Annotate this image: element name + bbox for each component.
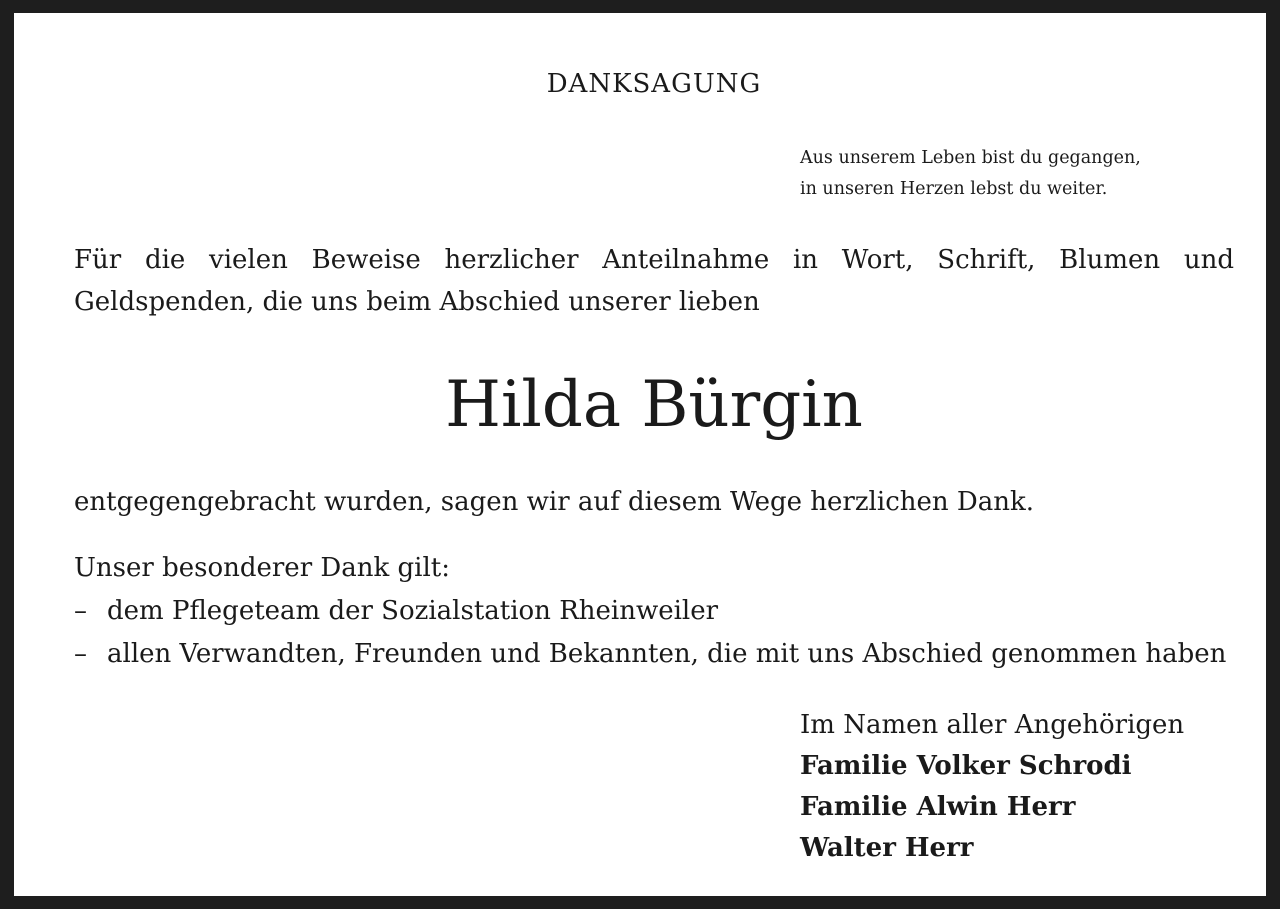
intro-line: Für die vielen Beweise herzlicher Anteilnahme in Wort, Schrift, Blumen und — [74, 245, 1234, 275]
list-item-text: allen Verwandten, Freunden und Bekannten, die mit uns Abschied genommen haben — [107, 639, 1227, 669]
signature-intro: Im Namen aller Angehörigen — [800, 710, 1185, 740]
list-item-text: dem Pflegeteam der Sozialstation Rheinweiler — [107, 596, 719, 626]
quote-line: in unseren Herzen lebst du weiter. — [800, 179, 1108, 199]
intro-paragraph — [74, 239, 1234, 323]
memorial-quote — [800, 143, 1141, 205]
dash-bullet: – — [74, 639, 87, 669]
list-item — [74, 633, 1226, 676]
family-name: Walter Herr — [800, 833, 974, 863]
deceased-name: Hilda Bürgin — [445, 368, 863, 442]
thanks-paragraph: entgegengebracht wurden, sagen wir auf diesem Wege herzlichen Dank. — [74, 487, 1035, 517]
notice-heading: DANKSAGUNG — [546, 69, 762, 99]
signature-block — [800, 705, 1184, 869]
family-name: Familie Volker Schrodi — [800, 751, 1132, 781]
special-thanks-heading: Unser besonderer Dank gilt: — [74, 553, 450, 583]
intro-line: Geldspenden, die uns beim Abschied unserer lieben — [74, 287, 760, 317]
family-name: Familie Alwin Herr — [800, 792, 1076, 822]
quote-line: Aus unserem Leben bist du gegangen, — [800, 148, 1141, 168]
special-thanks-list — [74, 590, 1226, 676]
dash-bullet: – — [74, 596, 87, 626]
special-thanks — [74, 547, 1226, 676]
list-item — [74, 590, 1226, 633]
